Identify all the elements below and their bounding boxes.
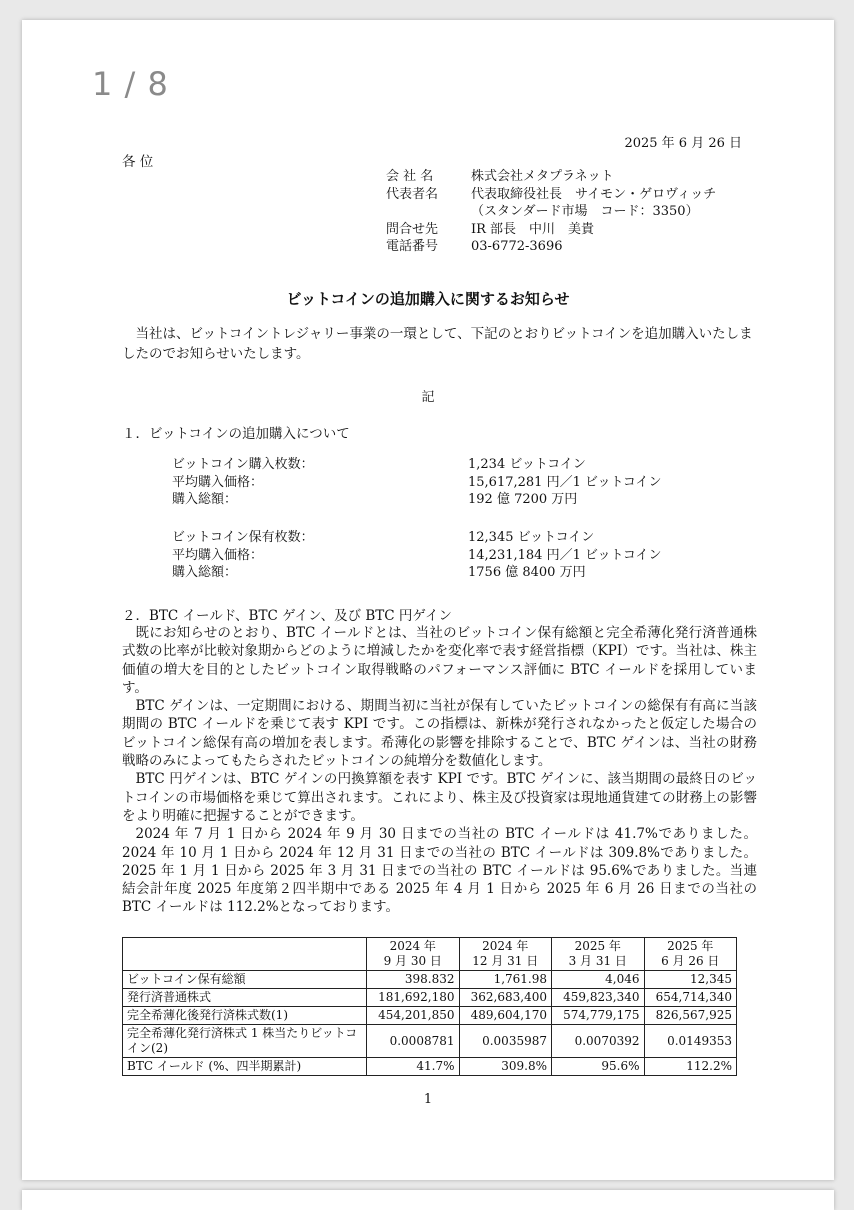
table-cell: 654,714,340	[644, 989, 737, 1007]
company-info	[386, 168, 716, 256]
section-1-heading: １．ビットコインの追加購入について	[122, 426, 350, 442]
table-cell: 1,761.98	[459, 971, 552, 989]
table-cell: 459,823,340	[552, 989, 645, 1007]
body-paragraph: BTC 円ゲインは、BTC ゲインの円換算額を表す KPI です。BTC ゲインに、該当期間の最終日のビットコインの市場価格を乗じて算出されます。これにより、株主及び投資家は現地通貨建ての財務上の影響をより明確に把握することができます。	[122, 771, 757, 824]
row-label: ビットコイン保有総額	[123, 971, 367, 989]
company-row: 電話番号 03-6772-3696	[386, 239, 563, 254]
row-label: 発行済普通株式	[123, 989, 367, 1007]
intro-paragraph: 当社は、ビットコイントレジャリー事業の一環として、下記のとおりビットコインを追加購入いたしましたのでお知らせいたします。	[122, 326, 753, 362]
table-cell: 398.832	[367, 971, 460, 989]
ki-marker: 記	[421, 390, 435, 405]
section-2-heading: ２．BTC イールド、BTC ゲイン、及び BTC 円ゲイン	[122, 608, 452, 624]
company-row: 代表者名 代表取締役社長 サイモン・ゲロヴィッチ	[386, 186, 717, 202]
detail-row: 購入総額： 192 億 7200 万円	[172, 492, 578, 507]
table-cell: 95.6%	[552, 1058, 645, 1076]
purchase-details	[172, 456, 662, 509]
table-header: 2024 年 12 月 31 日	[459, 938, 552, 971]
table-cell: 362,683,400	[459, 989, 552, 1007]
document-title: ビットコインの追加購入に関するお知らせ	[286, 290, 570, 308]
table-cell: 0.0035987	[459, 1025, 552, 1058]
addressee: 各 位	[122, 154, 154, 170]
table-cell: 181,692,180	[367, 989, 460, 1007]
table-cell: 4,046	[552, 971, 645, 989]
page-counter: 1 / 8	[92, 65, 169, 103]
table-header-empty	[123, 938, 367, 971]
table-cell: 12,345	[644, 971, 737, 989]
holding-details	[172, 529, 662, 582]
document-page	[22, 20, 834, 1180]
table-cell: 454,201,850	[367, 1007, 460, 1025]
table-row	[123, 989, 737, 1007]
detail-row: ビットコイン購入枚数： 1,234 ビットコイン	[172, 457, 586, 472]
table-cell: 309.8%	[459, 1058, 552, 1076]
detail-row: 平均購入価格： 14,231,184 円／1 ビットコイン	[172, 547, 662, 563]
table-header-row	[123, 938, 737, 971]
table-row	[123, 1007, 737, 1025]
row-label: 完全希薄化発行済株式 1 株当たりビットコイン(2)	[123, 1025, 367, 1058]
btc-yield-table	[122, 937, 737, 1076]
body-paragraph: 既にお知らせのとおり、BTC イールドとは、当社のビットコイン保有総額と完全希薄化発行済普通株式数の比率が比較対象期からどのように増減したかを変化率で表す経営指標（KPI）です。当社は、株主価値の増大を目的としたビットコイン取得戦略のパフォーマンス評価に BTC イールドを採用しています。	[122, 625, 757, 696]
table-header: 2025 年 6 月 26 日	[644, 938, 737, 971]
table-cell: 0.0008781	[367, 1025, 460, 1058]
company-row: 会 社 名 株式会社メタプラネット	[386, 169, 614, 184]
table-row	[123, 1058, 737, 1076]
section-2-body	[122, 624, 757, 917]
detail-row: 購入総額： 1756 億 8400 万円	[172, 565, 586, 580]
table-cell: 574,779,175	[552, 1007, 645, 1025]
page-number: 1	[423, 1092, 433, 1107]
body-paragraph: BTC ゲインは、一定期間における、期間当初に当社が保有していたビットコインの総保有有高に当該期間の BTC イールドを乗じて表す KPI です。この指標は、新株が発行されなかったと仮定した場合のビットコイン総保有高の増加を表します。希薄化の影響を排除することで、BTC ゲインは、当社の財務戦略のみによってもたらされたビットコインの純増分を数値化します。	[122, 698, 757, 770]
table-cell: 826,567,925	[644, 1007, 737, 1025]
detail-row: 平均購入価格： 15,617,281 円／1 ビットコイン	[172, 474, 662, 490]
table-cell: 0.0149353	[644, 1025, 737, 1058]
next-page-edge[interactable]	[22, 1190, 834, 1210]
table-header: 2024 年 9 月 30 日	[367, 938, 460, 971]
company-row: （スタンダード市場 コード：3350）	[471, 204, 699, 219]
table-header: 2025 年 3 月 31 日	[552, 938, 645, 971]
row-label: 完全希薄化後発行済株式数(1)	[123, 1007, 367, 1025]
company-row: 問合せ先 IR 部長 中川 美貴	[386, 221, 595, 237]
body-paragraph: 2024 年 7 月 1 日から 2024 年 9 月 30 日までの当社の BTC イールドは 41.7%でありました。2024 年 10 月 1 日から 2024 年 12 月 31 日までの当社の BTC イールドは 309.8%でありました。2025 年 1 月 1 日から 2025 年 3 月 31 日までの当社の BTC イールドは 95.6%でありました。当連結会計年度 2025 年度第２四半期中である 2025 年 4 月 1 日から 2025 年 6 月 26 日までの当社の BTC イールドは 112.2%となっております。	[122, 826, 757, 916]
table-cell: 489,604,170	[459, 1007, 552, 1025]
detail-row: ビットコイン保有枚数： 12,345 ビットコイン	[172, 530, 595, 545]
table-row	[123, 971, 737, 989]
table-cell: 41.7%	[367, 1058, 460, 1076]
row-label: BTC イールド (%、四半期累計)	[123, 1058, 367, 1076]
table-cell: 0.0070392	[552, 1025, 645, 1058]
table-row	[123, 1025, 737, 1058]
table-cell: 112.2%	[644, 1058, 737, 1076]
document-date: 2025 年 6 月 26 日	[624, 136, 742, 151]
